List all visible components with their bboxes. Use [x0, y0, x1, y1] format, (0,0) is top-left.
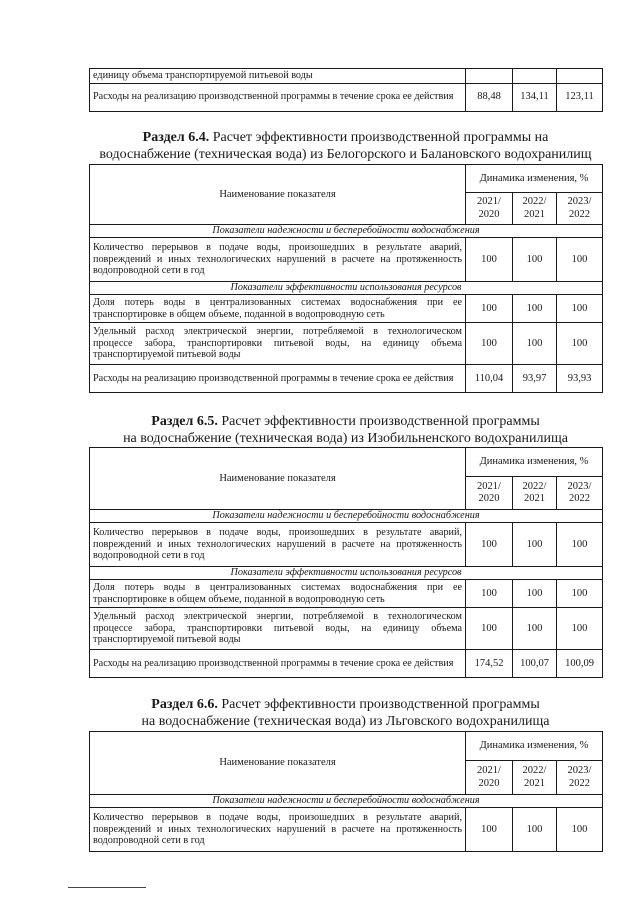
dynamics-header: Динамика изменения, %	[466, 448, 603, 477]
subsection-reliability: Показатели надежности и бесперебойности водоснабжения	[90, 510, 603, 523]
value-cell: 100	[466, 323, 513, 365]
value-cell: 100,09	[557, 650, 603, 678]
year-header: 2021/ 2020	[466, 477, 513, 510]
value-cell: 100	[557, 808, 603, 852]
section-title-line2: на водоснабжение (техническая вода) из Льговского водохранилища	[141, 713, 550, 729]
table-row	[90, 523, 603, 567]
value-cell: 100	[557, 323, 603, 365]
year-header: 2023/ 2022	[557, 193, 603, 225]
value-cell: 110,04	[466, 365, 513, 393]
value-cell: 100	[557, 295, 603, 323]
table-row	[90, 295, 603, 323]
value-cell: 100	[513, 808, 557, 852]
section-number: Раздел 6.5.	[151, 414, 218, 429]
efficiency-table-6-6	[89, 731, 603, 852]
table-row	[90, 69, 603, 84]
value-cell: 100	[466, 295, 513, 323]
indicator-name: Количество перерывов в подаче воды, произошедших в результате аварий, повреждений и иных технологических нарушений в расчете на протяженность водопроводной сети в год	[90, 808, 466, 852]
footnote-divider	[68, 887, 146, 888]
indicator-name: Расходы на реализацию производственной программы в течение срока ее действия	[90, 83, 466, 111]
value-cell: 100	[557, 523, 603, 567]
indicator-name: Удельный расход электрической энергии, потребляемой в технологическом процессе забора, транспортировки питьевой воды, на единицу объема транспортируемой питьевой воды	[90, 608, 466, 650]
continuation-table	[89, 68, 603, 112]
value-cell: 93,97	[513, 365, 557, 393]
subsection-efficiency: Показатели эффективности использования ресурсов	[90, 282, 603, 295]
table-row	[90, 238, 603, 282]
value-cell: 134,11	[513, 83, 557, 111]
section-title-line2: на водоснабжение (техническая вода) из Изобильненского водохранилища	[123, 430, 568, 446]
subsection-efficiency: Показатели эффективности использования ресурсов	[90, 567, 603, 580]
indicator-name: Доля потерь воды в централизованных системах водоснабжения при ее транспортировке в общем объеме, поданной в водопроводную сеть	[90, 580, 466, 608]
subsection-reliability: Показатели надежности и бесперебойности водоснабжения	[90, 225, 603, 238]
value-cell: 100	[557, 238, 603, 282]
indicator-name: единицу объема транспортируемой питьевой воды	[90, 69, 466, 84]
section-title-line1: Расчет эффективности производственной программы	[221, 414, 540, 429]
value-cell: 100	[513, 238, 557, 282]
section-title-line1: Расчет эффективности производственной программы на	[212, 130, 549, 145]
year-header: 2021/ 2020	[466, 761, 513, 795]
year-header: 2023/ 2022	[557, 477, 603, 510]
value-cell: 123,11	[557, 83, 603, 111]
section-title-6-6	[89, 697, 602, 730]
indicator-name: Доля потерь воды в централизованных системах водоснабжения при ее транспортировке в общем объеме, поданной в водопроводную сеть	[90, 295, 466, 323]
indicator-name: Удельный расход электрической энергии, потребляемой в технологическом процессе забора, транспортировки питьевой воды, на единицу объема транспортируемой питьевой воды	[90, 323, 466, 365]
table-row	[90, 808, 603, 852]
value-cell: 100	[513, 608, 557, 650]
subsection-reliability: Показатели надежности и бесперебойности водоснабжения	[90, 795, 603, 808]
value-cell: 100	[466, 808, 513, 852]
dynamics-header: Динамика изменения, %	[466, 732, 603, 761]
value-cell: 100	[466, 608, 513, 650]
indicator-header: Наименование показателя	[90, 448, 466, 510]
efficiency-table-6-4	[89, 164, 603, 393]
section-title-6-5	[89, 414, 602, 447]
table-row	[90, 365, 603, 393]
table-row	[90, 323, 603, 365]
section-number: Раздел 6.6.	[151, 697, 218, 712]
year-header: 2021/ 2020	[466, 193, 513, 225]
value-cell: 100	[513, 295, 557, 323]
section-title-6-4	[89, 130, 602, 163]
value-cell	[557, 69, 603, 84]
value-cell: 88,48	[466, 83, 513, 111]
indicator-name: Количество перерывов в подаче воды, произошедших в результате аварий, повреждений и иных технологических нарушений в расчете на протяженность водопроводной сети в год	[90, 238, 466, 282]
section-number: Раздел 6.4.	[142, 130, 210, 145]
indicator-name: Количество перерывов в подаче воды, произошедших в результате аварий, повреждений и иных технологических нарушений в расчете на протяженность водопроводной сети в год	[90, 523, 466, 567]
indicator-header: Наименование показателя	[90, 165, 466, 225]
year-header: 2022/ 2021	[513, 193, 557, 225]
year-header: 2022/ 2021	[513, 761, 557, 795]
value-cell: 100	[466, 238, 513, 282]
indicator-name: Расходы на реализацию производственной программы в течение срока ее действия	[90, 650, 466, 678]
table-row	[90, 83, 603, 111]
value-cell: 100	[557, 580, 603, 608]
indicator-header: Наименование показателя	[90, 732, 466, 795]
dynamics-header: Динамика изменения, %	[466, 165, 603, 193]
value-cell: 100	[466, 580, 513, 608]
efficiency-table-6-5	[89, 447, 603, 678]
value-cell: 100	[513, 323, 557, 365]
value-cell: 174,52	[466, 650, 513, 678]
value-cell	[466, 69, 513, 84]
value-cell: 100	[513, 580, 557, 608]
year-header: 2023/ 2022	[557, 761, 603, 795]
table-row	[90, 650, 603, 678]
value-cell: 100	[466, 523, 513, 567]
table-row	[90, 580, 603, 608]
value-cell: 100	[557, 608, 603, 650]
value-cell: 100,07	[513, 650, 557, 678]
table-row	[90, 608, 603, 650]
section-title-line1: Расчет эффективности производственной программы	[221, 697, 540, 712]
value-cell	[513, 69, 557, 84]
value-cell: 100	[513, 523, 557, 567]
year-header: 2022/ 2021	[513, 477, 557, 510]
indicator-name: Расходы на реализацию производственной программы в течение срока ее действия	[90, 365, 466, 393]
value-cell: 93,93	[557, 365, 603, 393]
section-title-line2: водоснабжение (техническая вода) из Белогорского и Балановского водохранилищ	[99, 146, 592, 162]
